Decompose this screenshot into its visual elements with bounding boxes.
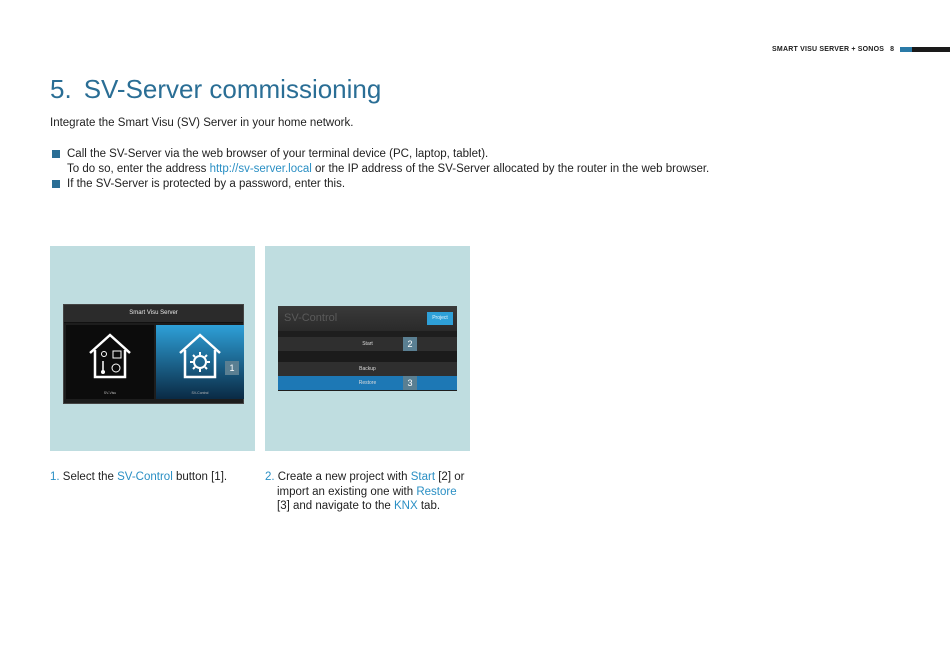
caption-text: [2] or — [435, 471, 465, 483]
bullet-text: To do so, enter the address — [67, 163, 210, 175]
bullet-text: If the SV-Server is protected by a password, enter this. — [67, 178, 346, 190]
sv-control-screenshot — [278, 306, 457, 391]
page-header — [772, 44, 950, 54]
start-button[interactable]: Start — [278, 337, 457, 351]
caption-text: [3] and navigate to the — [277, 500, 395, 512]
header-accent-bar — [900, 47, 912, 52]
bullet-square-icon — [52, 180, 60, 188]
restore-button[interactable]: Restore — [278, 376, 457, 390]
screen-title: SV-Control — [284, 312, 338, 324]
backup-button[interactable]: Backup — [278, 362, 457, 376]
figure-panel-1 — [50, 246, 255, 451]
figure-panel-2 — [265, 246, 470, 451]
caption-step-2 — [265, 470, 475, 514]
bullet-list — [50, 147, 709, 192]
section-number: 5. — [50, 74, 72, 104]
tile-label: SV-Control — [191, 391, 209, 395]
sv-control-tile[interactable] — [156, 325, 244, 399]
sv-control-link: SV-Control — [117, 471, 173, 483]
page-title — [50, 74, 381, 105]
header-dark-bar — [912, 47, 950, 52]
caption-text: button [1]. — [172, 471, 228, 483]
caption-line — [265, 499, 475, 514]
restore-link: Restore — [416, 485, 457, 498]
start-link: Start — [410, 471, 436, 483]
caption-text: Select the — [62, 471, 118, 483]
step-number: 1. — [50, 471, 60, 483]
callout-badge: 1 — [225, 361, 239, 375]
tile-label: SV-Visu — [103, 391, 117, 395]
bullet-square-icon — [52, 150, 60, 158]
smart-visu-screenshot — [63, 304, 244, 404]
server-address-link[interactable]: http://sv-server.local — [209, 163, 312, 175]
header-title: SMART VISU SERVER + SONOS — [772, 45, 885, 53]
caption-text: import an existing one with — [277, 485, 417, 498]
house-gear-icon — [176, 331, 224, 381]
caption-text: tab. — [417, 500, 441, 512]
caption-step-1 — [50, 470, 227, 485]
step-number: 2. — [265, 471, 275, 483]
bullet-text: Call the SV-Server via the web browser of your terminal device (PC, laptop, tablet). — [67, 148, 489, 160]
caption-text: Create a new project with — [277, 471, 411, 483]
house-sensors-icon — [86, 331, 134, 381]
sv-visu-tile[interactable] — [66, 325, 154, 399]
section-title: SV-Server commissioning — [83, 74, 382, 104]
screen-title: Smart Visu Server — [64, 305, 243, 323]
callout-badge: 3 — [403, 376, 417, 390]
screen-header — [278, 306, 457, 331]
intro-text: Integrate the Smart Visu (SV) Server in your home network. — [50, 117, 354, 129]
list-item — [50, 177, 709, 192]
project-button[interactable]: Project — [427, 312, 453, 325]
knx-link: KNX — [394, 500, 418, 512]
bullet-text: or the IP address of the SV-Server allocated by the router in the web browser. — [311, 163, 710, 175]
list-item — [50, 147, 709, 177]
callout-badge: 2 — [403, 337, 417, 351]
caption-line — [265, 485, 475, 500]
page-number: 8 — [890, 45, 894, 53]
